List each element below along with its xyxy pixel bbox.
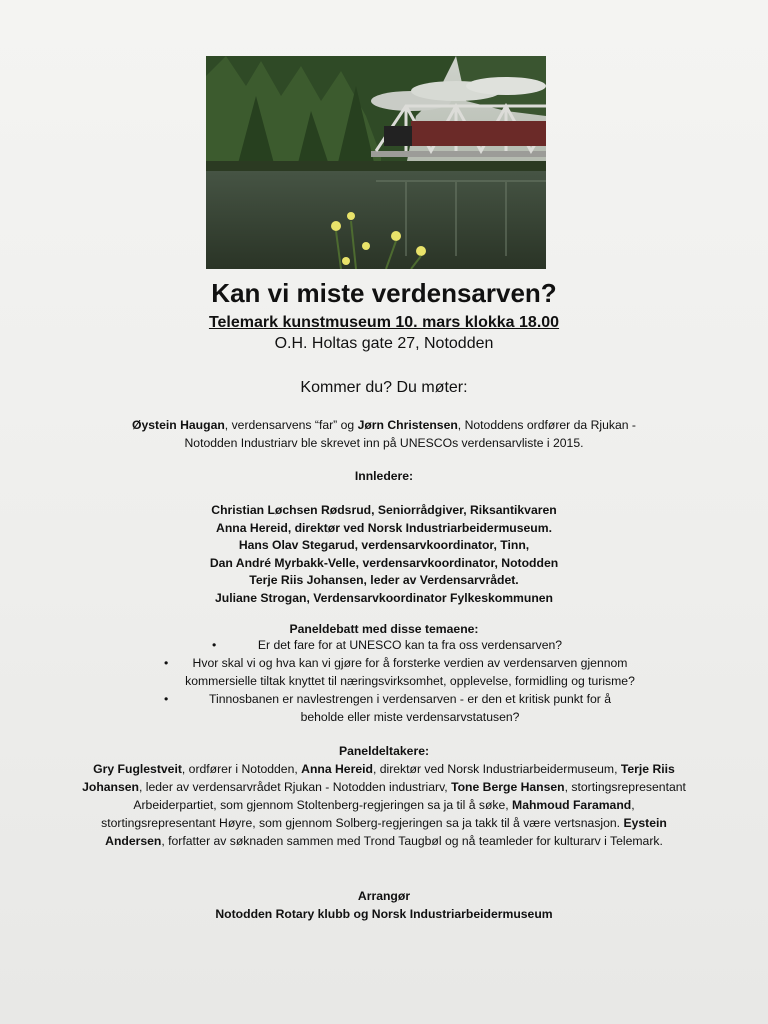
speaker-line: Anna Hereid, direktør ved Norsk Industriarbeidermuseum.	[216, 520, 552, 535]
participant-text: , ordfører i Notodden,	[181, 762, 302, 776]
participant-name: Gry Fuglestveit	[93, 762, 182, 776]
participant-name: Mahmoud Faramand	[512, 798, 632, 812]
train-bridge-photo	[206, 56, 546, 269]
topic-list	[150, 636, 670, 726]
topic-text: kommersielle tiltak knyttet til næringsvirksomhet, opplevelse, formidling og turisme?	[185, 674, 635, 688]
participant-text: , leder av verdensarvrådet Rjukan - Notodden industriarv,	[139, 780, 452, 794]
topic-text: Hvor skal vi og hva kan vi gjøre for å forsterke verdien av verdensarven gjennom	[192, 656, 628, 670]
innledere-heading: Innledere:	[354, 469, 414, 483]
intro-name: Jørn Christensen	[357, 418, 458, 432]
topic-item	[150, 654, 670, 690]
participant-text: , stortingsrepresentant Høyre, som gjennom Solberg-regjeringen sa ja takk til å være vertsnasjon.	[101, 798, 635, 830]
panel-heading: Paneldebatt med disse temaene:	[289, 622, 479, 636]
panel-participants-paragraph	[80, 760, 688, 850]
speaker-line: Dan André Myrbakk-Velle, verdensarvkoordinator, Notodden	[209, 555, 559, 570]
topic-text: Tinnosbanen er navlestrengen i verdensarven - er den et kritisk punkt for å	[209, 692, 611, 706]
organizer-heading: Arrangør	[357, 889, 411, 903]
participant-name: Terje Riis Johansen	[82, 762, 675, 794]
participant-text: , stortingsrepresentant Arbeiderpartiet, som gjennom Stoltenberg-regjeringen sa ja til å søke,	[133, 780, 686, 812]
intro-text: Notodden Industriarv ble skrevet inn på UNESCOs verdensarvliste i 2015.	[184, 436, 584, 450]
participant-name: Anna Hereid	[301, 762, 373, 776]
participant-name: Eystein Andersen	[105, 816, 667, 848]
speaker-line: Juliane Strogan, Verdensarvkoordinator Fylkeskommunen	[215, 590, 553, 605]
participant-text: , direktør ved Norsk Industriarbeidermuseum,	[372, 762, 621, 776]
bullet-icon: •	[164, 656, 169, 670]
venue-date: Telemark kunstmuseum 10. mars klokka 18.00	[208, 314, 560, 331]
train-bridge-landscape-image	[206, 56, 546, 269]
intro-paragraph	[100, 416, 668, 452]
intro-text: , Notoddens ordfører da Rjukan -	[457, 418, 636, 432]
intro-text: , verdensarvens “far” og	[224, 418, 358, 432]
speaker-line: Terje Riis Johansen, leder av Verdensarvrådet.	[249, 573, 519, 588]
participant-name: Tone Berge Hansen	[451, 780, 565, 794]
bullet-icon: •	[212, 638, 217, 652]
speaker-line: Christian Løchsen Rødsrud, Seniorrådgiver, Riksantikvaren	[211, 503, 557, 517]
page-title: Kan vi miste verdensarven?	[211, 278, 557, 308]
panel-participants-heading: Paneldeltakere:	[338, 744, 430, 758]
topic-text: beholde eller miste verdensarvstatusen?	[300, 710, 520, 724]
topic-item	[150, 690, 670, 726]
topic-item	[150, 636, 670, 654]
topic-text: Er det fare for at UNESCO kan ta fra oss verdensarven?	[257, 638, 563, 652]
bullet-icon: •	[164, 692, 169, 706]
intro-name: Øystein Haugan	[132, 418, 225, 432]
address: O.H. Holtas gate 27, Notodden	[274, 335, 494, 352]
invitation-question: Kommer du? Du møter:	[300, 379, 468, 396]
innledere-list	[0, 502, 768, 608]
participant-text: , forfatter av søknaden sammen med Trond Taugbøl og nå teamleder for kulturarv i Telemark.	[161, 834, 663, 848]
speaker-line: Hans Olav Stegarud, verdensarvkoordinator, Tinn,	[238, 538, 530, 553]
organizer-name: Notodden Rotary klubb og Norsk Industriarbeidermuseum	[215, 907, 553, 921]
